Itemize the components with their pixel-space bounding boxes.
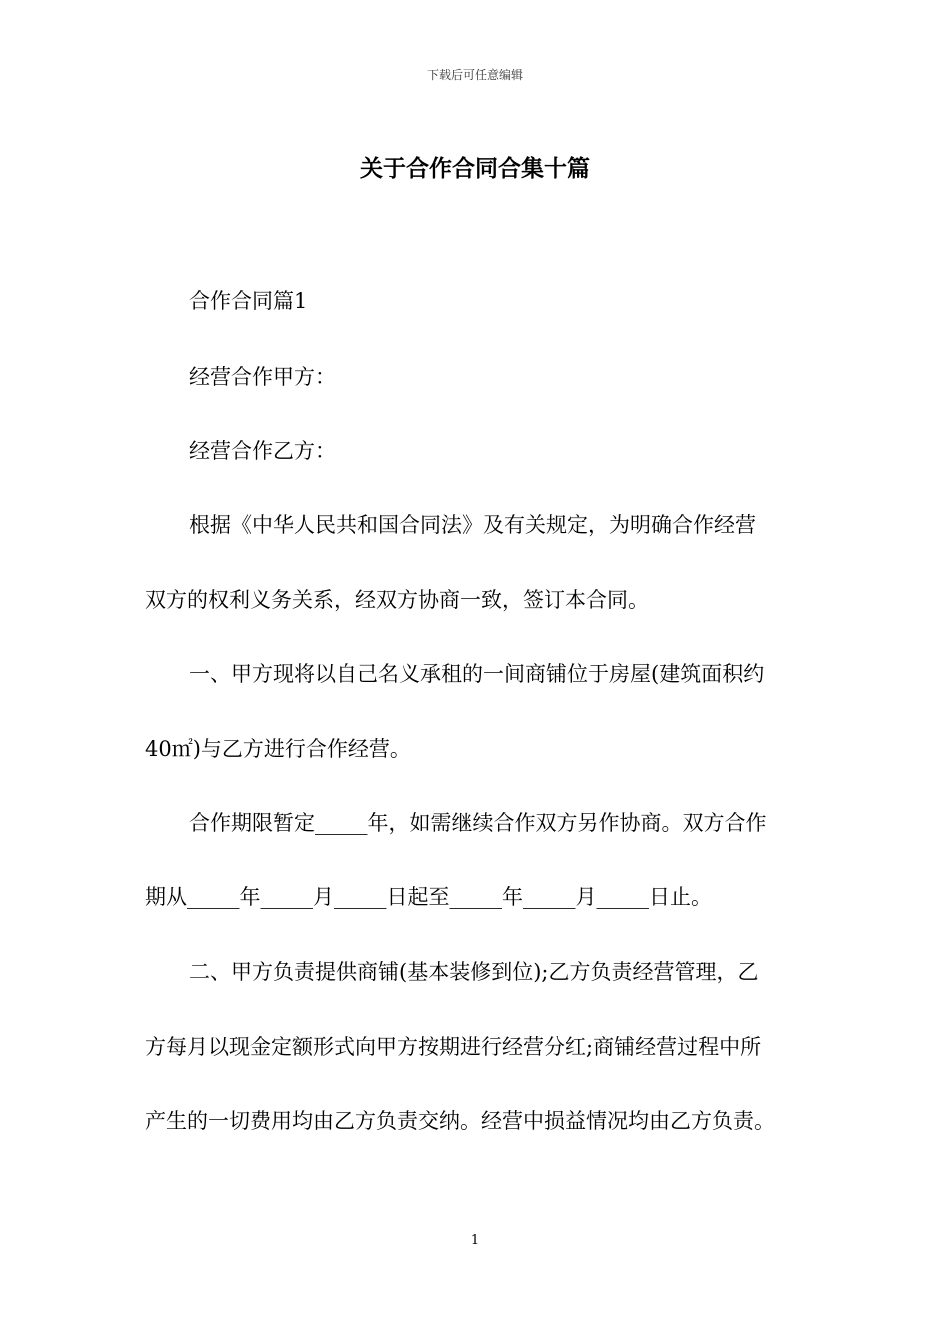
paragraph-line: 一、甲方现将以自己名义承租的一间商铺位于房屋(建筑面积约 — [189, 662, 765, 686]
section-heading: 合作合同篇1 — [189, 289, 308, 313]
page-number: 1 — [470, 1233, 480, 1248]
paragraph-line: 二、甲方负责提供商铺(基本装修到位);乙方负责经营管理，乙 — [189, 960, 759, 984]
paragraph-line: 40㎡)与乙方进行合作经营。 — [145, 737, 411, 761]
paragraph-line: 产生的一切费用均由乙方负责交纳。经营中损益情况均由乙方负责。 — [145, 1109, 775, 1133]
paragraph-line: 方每月以现金定额形式向甲方按期进行经营分红;商铺经营过程中所 — [145, 1035, 762, 1059]
paragraph-line: 双方的权利义务关系，经双方协商一致，签订本合同。 — [145, 588, 649, 612]
party-b-line: 经营合作乙方： — [189, 439, 336, 463]
header-note: 下载后可任意编辑 — [426, 68, 523, 82]
paragraph-line: 根据《中华人民共和国合同法》及有关规定，为明确合作经营 — [189, 513, 756, 537]
paragraph-line: 合作期限暂定_____年，如需继续合作双方另作协商。双方合作 — [189, 811, 767, 835]
paragraph-line: 期从_____年_____月_____日起至_____年_____月_____日止。 — [145, 885, 712, 909]
party-a-line: 经营合作甲方： — [189, 365, 336, 389]
document-title: 关于合作合同合集十篇 — [360, 156, 590, 182]
